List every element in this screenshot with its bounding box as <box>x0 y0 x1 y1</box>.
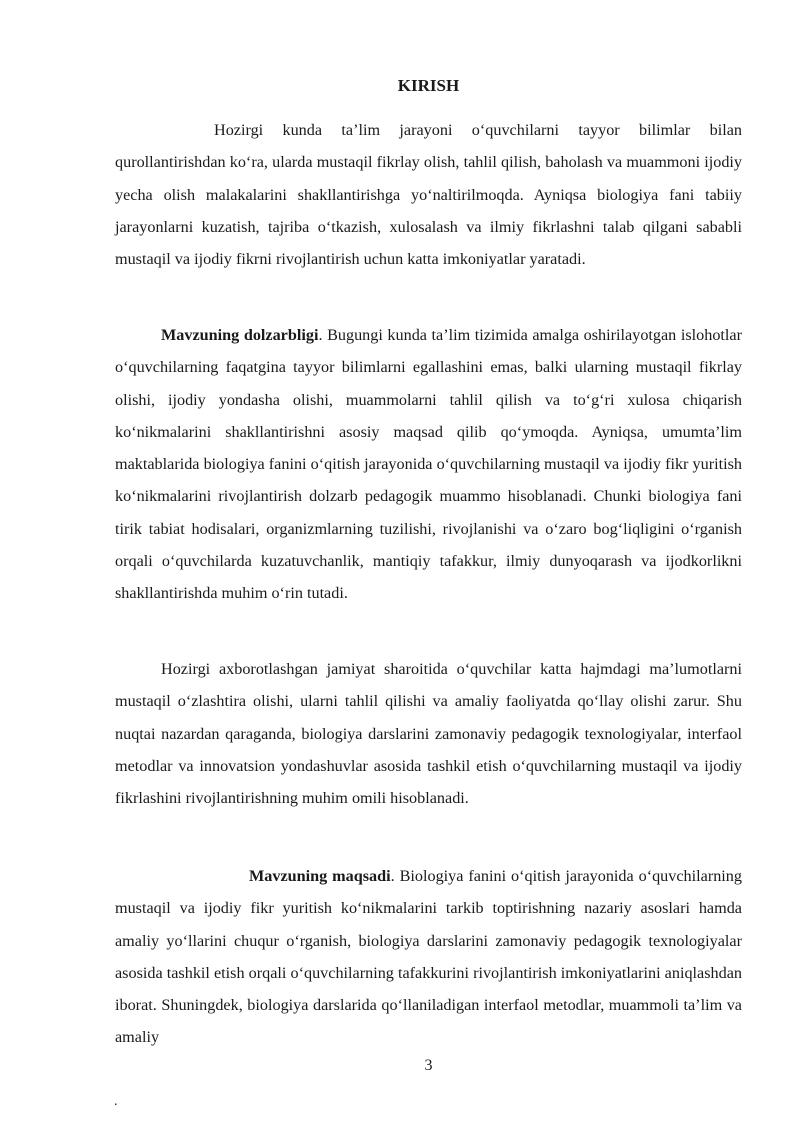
paragraph-context: Hozirgi axborotlashgan jamiyat sharoitida o‘quvchilar katta hajmdagi ma’lumotlarni mustaqil o‘zlashtira olishi, ularni tahlil qilishi va amaliy faoliyatda qo‘llay olishi zarur. Shu nuqtai nazardan qaraganda, biologiya darslarini zamonaviy pedagogik texnologiyalar, interfaol metodlar va innovatsion yondashuvlar asosida tashkil etish o‘quvchilarning mustaqil va ijodiy fikrlashini rivojlantirishning muhim omili hisoblanadi. <box>115 660 742 808</box>
paragraph-relevance <box>115 319 742 610</box>
paragraph-intro: Hozirgi kunda ta’lim jarayoni o‘quvchilarni tayyor bilimlar bilan qurollantirishdan ko‘ra, ularda mustaqil fikrlay olish, tahlil qilish, baholash va muammoni ijodiy yecha olish malakalarini shakllantirishga yo‘naltirilmoqda. Ayniqsa biologiya fani tabiiy jarayonlarni kuzatish, tajriba o‘tkazish, xulosalash va ilmiy fikrlashni talab qilgani sababli mustaqil va ijodiy fikrni rivojlantirish uchun katta imkoniyatlar yaratadi. <box>115 121 742 269</box>
goal-heading: Mavzuning maqsadi <box>249 867 391 885</box>
relevance-heading: Mavzuning dolzarbligi <box>161 326 319 344</box>
page-title: KIRISH <box>397 76 460 95</box>
goal-heading-dot: . <box>390 867 395 885</box>
relevance-text: Bugungi kunda ta’lim tizimida amalga oshirilayotgan islohotlar o‘quvchilarning faqatgina tayyor bilimlarni egallashini emas, balki ularning mustaqil fikrlay olishi, ijodiy yondasha olishi, muammolarni tahlil qilish va to‘g‘ri xulosa chiqarish ko‘nikmalarini shakllantirishni asosiy maqsad qilib qo‘ymoqda. Ayniqsa, umumta’lim maktablarida biologiya fanini o‘qitish jarayonida o‘quvchilarning mustaqil va ijodiy fikr yuritish ko‘nikmalarini rivojlantirish dolzarb pedagogik muammo hisoblanadi. Chunki biologiya fani tirik tabiat hodisalari, organizmlarning tuzilishi, rivojlanishi va o‘zaro bog‘liqligini o‘rganish orqali o‘quvchilarda kuzatuvchanlik, mantiqiy tafakkur, ilmiy dunyoqarash va ijodkorlikni shakllantirishda muhim o‘rin tutadi. <box>115 326 742 603</box>
relevance-heading-dot: . <box>318 326 323 344</box>
footer-mark: . <box>114 1094 118 1109</box>
goal-text: Biologiya fanini o‘qitish jarayonida o‘quvchilarning mustaqil va ijodiy fikr yuritish ko‘nikmalarini tarkib toptirishning nazariy asoslari hamda amaliy yo‘llarini chuqur o‘rganish, biologiya darslarini zamonaviy pedagogik texnologiyalar asosida tashkil etish orqali o‘quvchilarning tafakkurini rivojlantirish imkoniyatlarini aniqlashdan iborat. Shuningdek, biologiya darslarida qo‘llaniladigan interfaol metodlar, muammoli ta’lim va amaliy <box>115 867 742 1047</box>
page-number: 3 <box>424 1057 433 1074</box>
paragraph-goal <box>115 860 742 1054</box>
